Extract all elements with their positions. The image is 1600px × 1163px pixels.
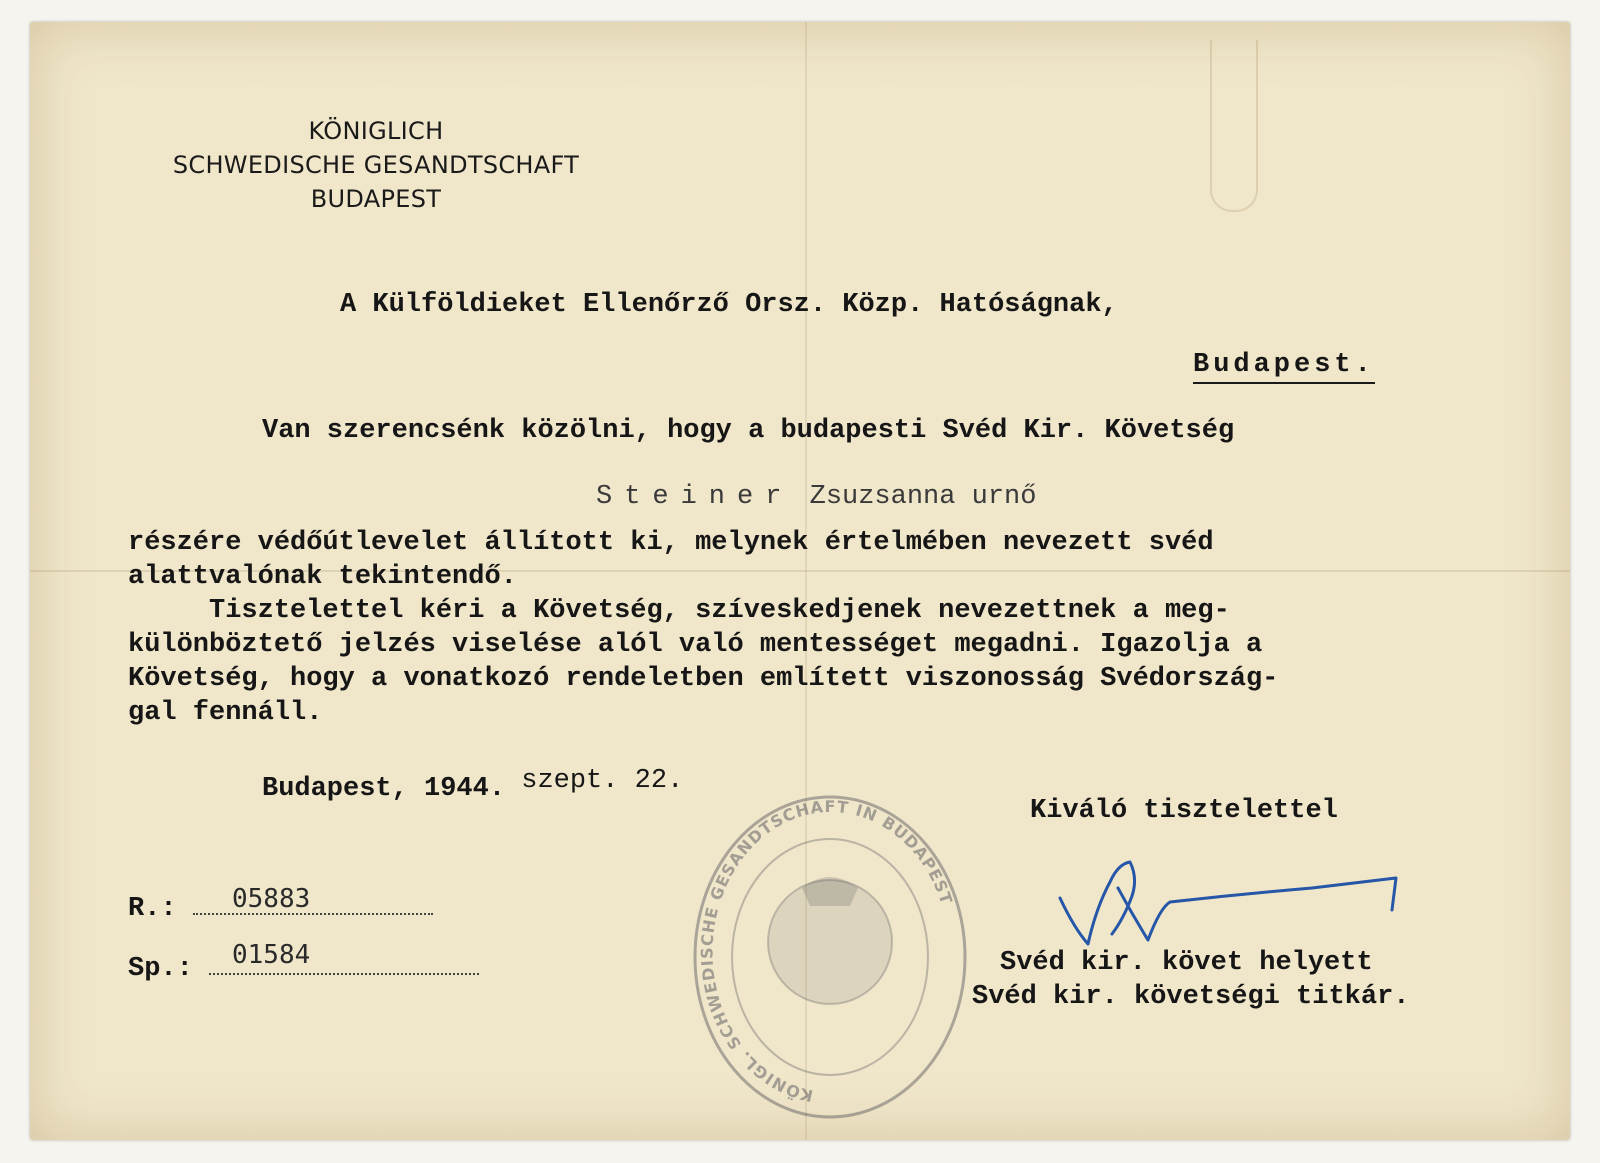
body-line-2: alattvalónak tekintendő. xyxy=(128,562,517,592)
body-line-3: Tisztelettel kéri a Követség, szíveskedjenek nevezettnek a meg- xyxy=(128,596,1230,626)
date-fill: szept. 22. xyxy=(521,766,684,796)
closing: Kiváló tisztelettel xyxy=(1030,796,1338,826)
reference-sp-label: Sp.: xyxy=(128,954,193,984)
body-line-6: gal fennáll. xyxy=(128,698,323,728)
reference-r-value: 05883 xyxy=(232,884,311,914)
paragraph-intro: Van szerencsénk közölni, hogy a budapesti Svéd Kir. Követség xyxy=(262,416,1235,446)
letterhead-line-2: SCHWEDISCHE GESANDTSCHAFT xyxy=(172,151,580,179)
recipient-name xyxy=(596,482,1036,512)
handwritten-signature xyxy=(1052,848,1432,958)
signature-line-2: Svéd kir. követségi titkár. xyxy=(972,982,1410,1012)
document-paper xyxy=(30,22,1570,1140)
city-header xyxy=(1193,350,1375,380)
letterhead-line-3: BUDAPEST xyxy=(310,185,442,213)
reference-r-label: R.: xyxy=(128,894,177,924)
addressee: A Külföldieket Ellenőrző Orsz. Közp. Hatóságnak, xyxy=(340,290,1118,320)
letterhead-line-1: KÖNIGLICH xyxy=(308,117,444,145)
recipient-given-name: Zsuzsanna urnő xyxy=(809,482,1037,512)
date-line xyxy=(262,766,684,804)
body-line-1: részére védőútlevelet állított ki, melynek értelmében nevezett svéd xyxy=(128,528,1214,558)
reference-sp-dotline xyxy=(209,973,479,975)
body-line-4: különböztető jelzés viselése alól való mentességet megadni. Igazolja a xyxy=(128,630,1263,660)
reference-r-dotline xyxy=(193,913,433,915)
letterhead xyxy=(126,114,626,216)
body-line-5: Követség, hogy a vonatkozó rendeletben említett viszonosság Svédország- xyxy=(128,664,1279,694)
embassy-stamp xyxy=(690,792,970,1122)
recipient-surname: Steiner xyxy=(596,482,794,512)
reference-sp-value: 01584 xyxy=(232,940,311,970)
stamp-text: KÖNIGL. SCHWEDISCHE GESANDTSCHAFT IN BUDAPEST xyxy=(697,796,957,1106)
city-header-text: Budapest. xyxy=(1193,350,1375,384)
date-prefix: Budapest, 1944. xyxy=(262,774,506,804)
signature-line-1: Svéd kir. követ helyett xyxy=(1000,948,1373,978)
paperclip-mark xyxy=(1210,40,1258,212)
